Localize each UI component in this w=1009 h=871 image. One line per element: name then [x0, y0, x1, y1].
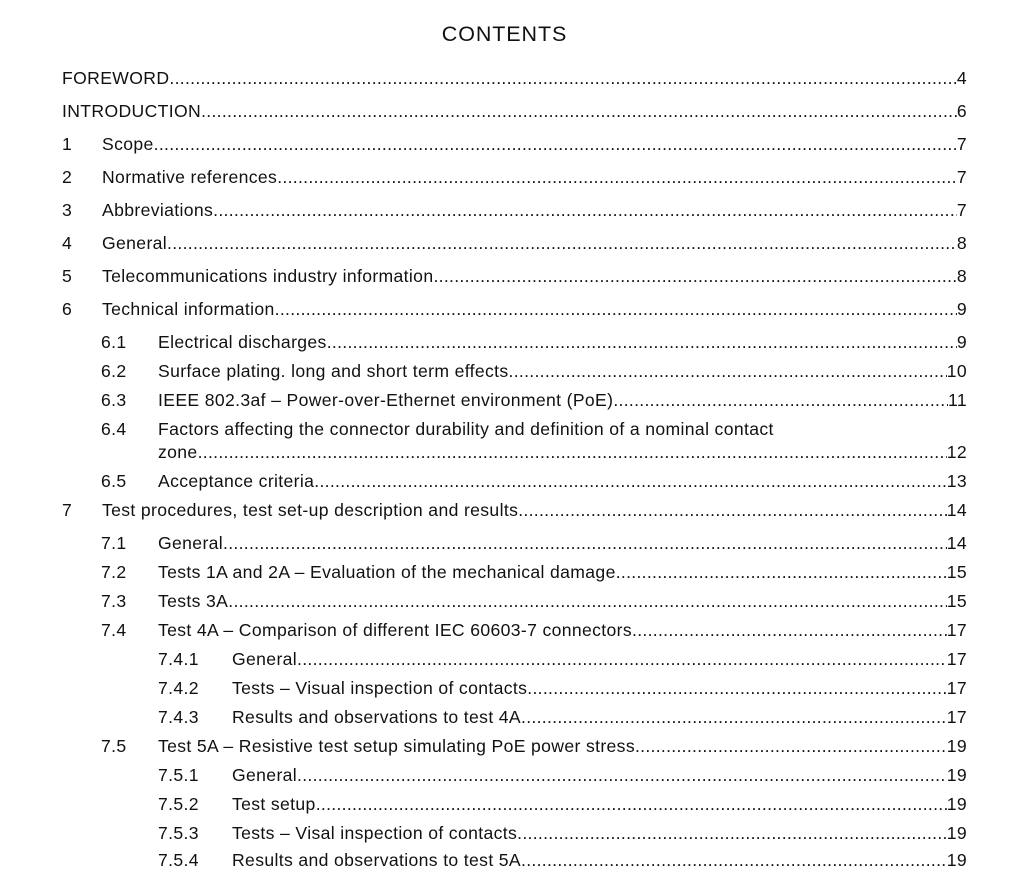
toc-entry-number: 6.5 [101, 471, 127, 491]
toc-entry-title: Acceptance criteria [158, 471, 315, 491]
toc-entry-number: 7.5.4 [158, 850, 199, 870]
toc-entry-number: 7.4.2 [158, 678, 199, 698]
dot-leader [201, 100, 957, 122]
dot-leader [223, 532, 947, 554]
dot-leader [509, 360, 947, 382]
toc-entry-number: 7.4.3 [158, 707, 199, 727]
toc-entry-page: 19 [946, 850, 967, 870]
toc-entry-6-4[interactable] [101, 418, 967, 463]
toc-entry-page: 17 [946, 620, 967, 640]
toc-entry-page: 15 [946, 591, 967, 611]
toc-entry-title: Abbreviations [102, 200, 214, 220]
dot-leader [314, 470, 946, 492]
toc-entry-page: 13 [946, 471, 967, 491]
toc-entry-number: 6.3 [101, 390, 127, 410]
toc-entry-number: 7.3 [101, 591, 127, 611]
toc-entry-page: 12 [946, 442, 967, 462]
toc-entry-title: Tests 1A and 2A – Evaluation of the mechanical damage [158, 562, 616, 582]
toc-entry-7-4-3[interactable] [158, 706, 967, 728]
toc-entry-number: 6.1 [101, 332, 127, 352]
toc-entry-page: 17 [946, 678, 967, 698]
toc-entry-6-3[interactable] [101, 389, 967, 411]
toc-entry-2[interactable] [62, 166, 967, 188]
toc-entry-number: 3 [62, 200, 73, 220]
toc-entry-7-5-3[interactable] [158, 822, 967, 844]
toc-entry-page: 19 [946, 736, 967, 756]
toc-entry-title: General [232, 649, 298, 669]
dot-leader [433, 265, 956, 287]
toc-entry-number: 7.4 [101, 620, 127, 640]
toc-entry-number: 7.2 [101, 562, 127, 582]
toc-entry-7-5[interactable] [101, 735, 967, 757]
toc-entry-page: 11 [948, 390, 967, 410]
toc-entry-page: 19 [946, 794, 967, 814]
toc-entry-number: 7.1 [101, 533, 127, 553]
toc-entry-number: 7.5.2 [158, 794, 199, 814]
dot-leader [616, 561, 947, 583]
toc-entry-3[interactable] [62, 199, 967, 221]
toc-entry-page: 9 [956, 299, 967, 319]
toc-entry-page: 14 [946, 533, 967, 553]
toc-entry-7[interactable] [62, 499, 967, 521]
toc-entry-number: 7.4.1 [158, 649, 199, 669]
dot-leader [297, 648, 947, 670]
dot-leader [327, 331, 957, 353]
toc-entry-title: Tests – Visal inspection of contacts [232, 823, 518, 843]
dot-leader [275, 298, 957, 320]
toc-entry-number: 2 [62, 167, 73, 187]
toc-entry-title: General [232, 765, 298, 785]
toc-entry-page: 17 [946, 707, 967, 727]
toc-entry-7-3[interactable] [101, 590, 967, 612]
toc-entry-title: Test 5A – Resistive test setup simulating PoE power stress [158, 736, 635, 756]
dot-leader [316, 793, 947, 815]
toc-entry-title: Electrical discharges [158, 332, 327, 352]
toc-entry-title: Scope [102, 134, 154, 154]
dot-leader [169, 67, 956, 89]
toc-entry-number: 5 [62, 266, 73, 286]
toc-entry-title: General [158, 533, 224, 553]
toc-entry-title: Factors affecting the connector durability and definition of a nominal contact [158, 419, 774, 439]
toc-entry-number: 7 [62, 500, 73, 520]
toc-entry-number: 4 [62, 233, 73, 253]
toc-entry-number: 6 [62, 299, 73, 319]
dot-leader [198, 441, 947, 463]
toc-entry-5[interactable] [62, 265, 967, 287]
toc-entry-page: 17 [946, 649, 967, 669]
toc-entry-7-4-2[interactable] [158, 677, 967, 699]
dot-leader [277, 166, 957, 188]
toc-entry-7-5-2[interactable] [158, 793, 967, 815]
toc-entry-6-1[interactable] [101, 331, 967, 353]
toc-entry-page: 14 [946, 500, 967, 520]
toc-entry-6-2[interactable] [101, 360, 967, 382]
toc-entry-page: 6 [956, 101, 967, 121]
toc-entry-page: 7 [956, 134, 967, 154]
toc-entry-number: 7.5 [101, 736, 127, 756]
toc-entry-title: Surface plating. long and short term effects [158, 361, 509, 381]
toc-entry-title: INTRODUCTION [62, 101, 202, 121]
dot-leader [518, 499, 947, 521]
toc-entry-number: 6.4 [101, 419, 127, 439]
toc-entry-title: Results and observations to test 4A [232, 707, 522, 727]
dot-leader [154, 133, 957, 155]
toc-entry-number: 1 [62, 134, 73, 154]
toc-entry-6-5[interactable] [101, 470, 967, 492]
toc-entry-page: 8 [956, 233, 967, 253]
toc-entry-7-4[interactable] [101, 619, 967, 641]
toc-entry-title: Test 4A – Comparison of different IEC 60603-7 connectors [158, 620, 633, 640]
toc-entry-title: Technical information [102, 299, 275, 319]
toc-entry-title: General [102, 233, 168, 253]
toc-entry-introduction[interactable] [62, 100, 967, 122]
toc-entry-number: 6.2 [101, 361, 127, 381]
toc-entry-7-1[interactable] [101, 532, 967, 554]
toc-entry-page: 19 [946, 765, 967, 785]
toc-entry-title-continued: zone [158, 442, 198, 462]
dot-leader [527, 677, 946, 699]
toc-entry-page: 9 [956, 332, 967, 352]
dot-leader [517, 822, 947, 844]
toc-entry-page: 8 [956, 266, 967, 286]
dot-leader [167, 232, 957, 254]
toc-entry-title: FOREWORD [62, 68, 170, 88]
toc-entry-page: 10 [946, 361, 967, 381]
toc-entry-title: Test setup [232, 794, 316, 814]
toc-entry-number: 7.5.1 [158, 765, 199, 785]
toc-entry-1[interactable] [62, 133, 967, 155]
toc-entry-page: 7 [956, 167, 967, 187]
toc-entry-4[interactable] [62, 232, 967, 254]
toc-entry-foreword[interactable] [62, 67, 967, 89]
toc-entry-title: Test procedures, test set-up description and results [102, 500, 519, 520]
toc-entry-7-4-1[interactable] [158, 648, 967, 670]
toc-entry-title: Results and observations to test 5A [232, 850, 522, 870]
dot-leader [635, 735, 947, 757]
toc-entry-title: IEEE 802.3af – Power-over-Ethernet environment (PoE) [158, 390, 614, 410]
page-title: CONTENTS [441, 22, 568, 46]
toc-entry-number: 7.5.3 [158, 823, 199, 843]
toc-entry-7-2[interactable] [101, 561, 967, 583]
toc-entry-page: 19 [946, 823, 967, 843]
toc-entry-page: 7 [956, 200, 967, 220]
dot-leader [228, 590, 946, 612]
toc-entry-page: 4 [956, 68, 967, 88]
dot-leader [213, 199, 957, 221]
toc-entry-title: Normative references [102, 167, 278, 187]
toc-entry-7-5-1[interactable] [158, 764, 967, 786]
toc-entry-title: Tests – Visual inspection of contacts [232, 678, 528, 698]
dot-leader [613, 389, 948, 411]
dot-leader [297, 764, 947, 786]
toc-entry-title: Telecommunications industry information [102, 266, 434, 286]
toc-entry-page: 15 [946, 562, 967, 582]
dot-leader [521, 706, 947, 728]
dot-leader [632, 619, 947, 641]
toc-entry-title: Tests 3A [158, 591, 229, 611]
toc-entry-6[interactable] [62, 298, 967, 320]
